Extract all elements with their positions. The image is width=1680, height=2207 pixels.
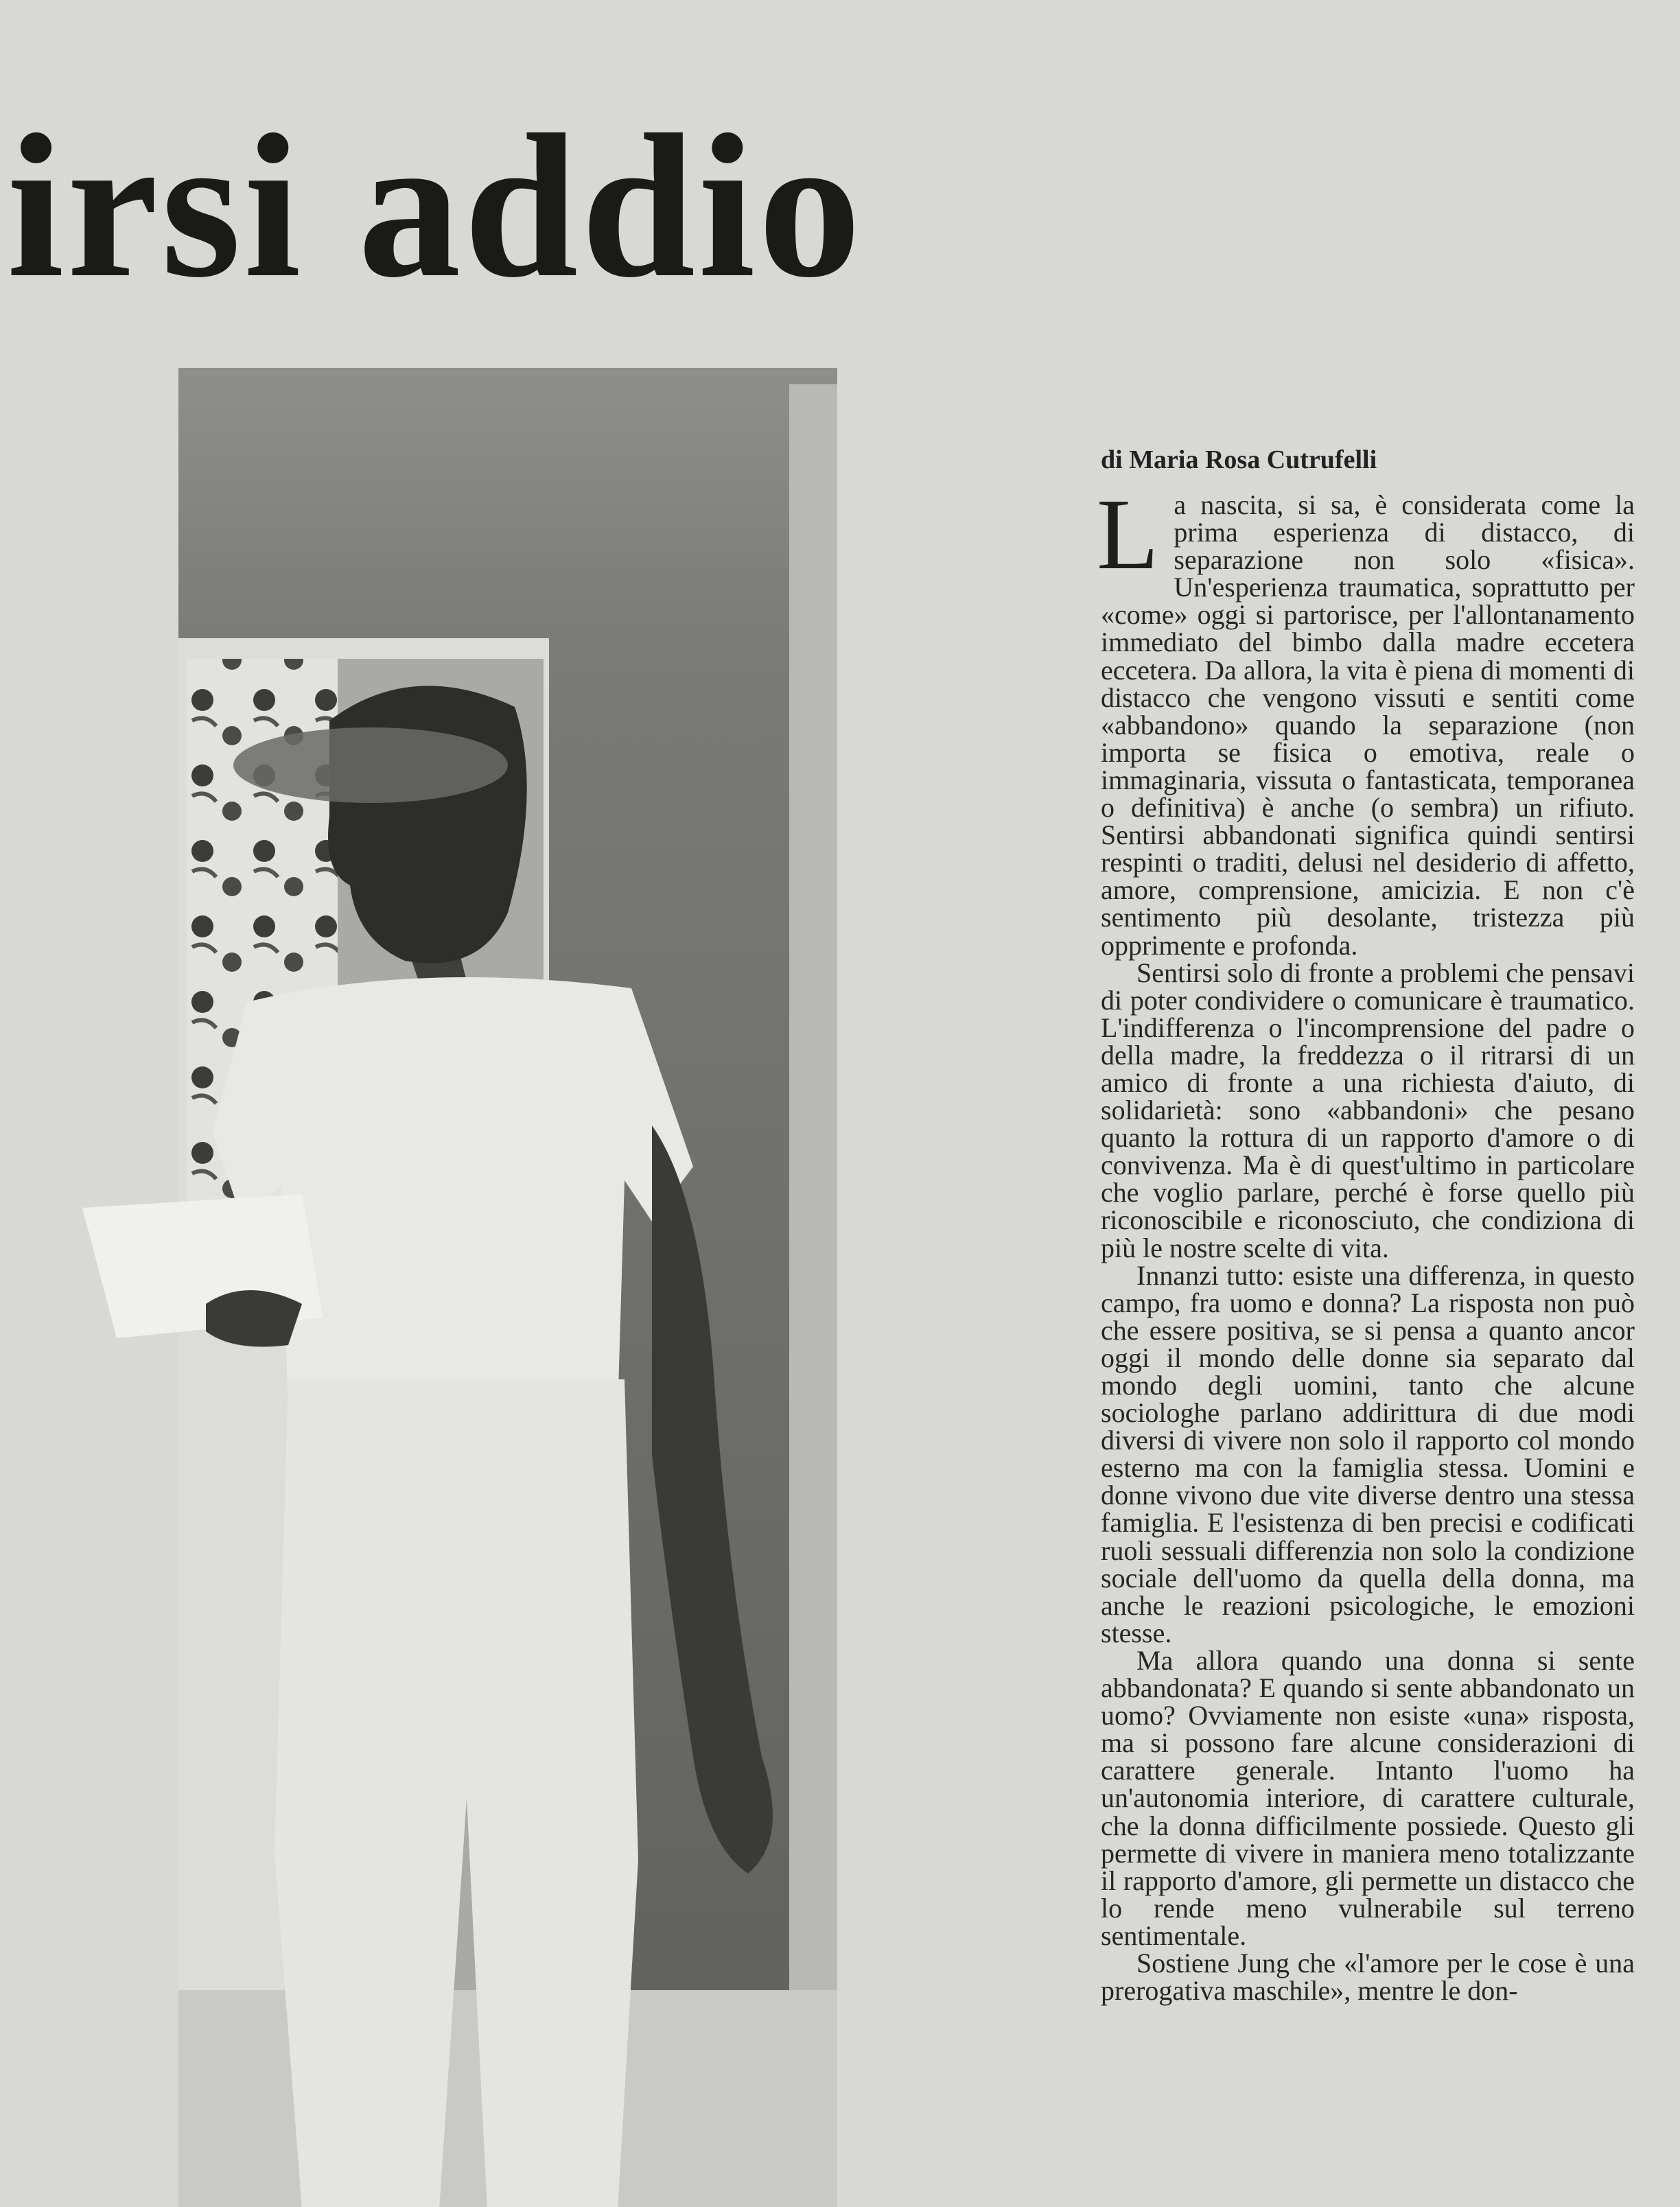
drop-cap: L [1097, 478, 1159, 591]
article-paragraph [1097, 478, 1635, 961]
byline: di Maria Rosa Cutrufelli [1101, 445, 1377, 474]
article-paragraph: Ma allora quando una donna si sente abbandonata? E quando si sente abbandonato un uomo? Ovviamente non esiste «una» risposta, ma si possono fare alcune considerazioni di carattere generale. Intanto l'uomo ha un'autonomia interiore, di carattere culturale, che la donna difficilmente possiede. Questo gli permette di vivere in maniera meno totalizzante il rapporto d'amore, gli permette un distacco che lo rende meno vulnerabile sul terreno sentimentale. [1101, 1644, 1635, 1951]
article-paragraph: Innanzi tutto: esiste una differenza, in questo campo, fra uomo e donna? La risposta non può che essere positiva, se si pensa a quanto ancor oggi il mondo delle donne sia separato dal mondo degli uomini, tanto che alcune sociologhe parlano addirittura di due modi diversi di vivere non solo il rapporto col mondo esterno ma con la famiglia stessa. Uomini e donne vivono due vite diverse dentro una stessa famiglia. E l'esistenza di ben precisi e codificati ruoli sessuali differenzia non solo la condizione sociale dell'uomo da quella della donna, ma anche le reazioni psicologiche, le emozioni stesse. [1101, 1259, 1635, 1648]
article-paragraph: Sentirsi solo di fronte a problemi che pensavi di poter condividere o comunicare è traumatico. L'indifferenza o l'incomprensione del padre o della madre, la freddezza o il ritrarsi di un amico di fronte a una richiesta d'aiuto, di solidarietà: sono «abbandoni» che pesano quanto la rottura di un rapporto d'amore o di convivenza. Ma è di quest'ultimo in particolare che voglio parlare, perché è forse quello più riconoscibile e riconosciuto, che condiziona di più le nostre scelte di vita. [1101, 957, 1635, 1263]
article-paragraph: Sostiene Jung che «l'amore per le cose è una prerogativa maschile», mentre le don- [1101, 1947, 1635, 2007]
headline: irsi addio [7, 92, 864, 320]
article-body [1097, 478, 1635, 2007]
paragraph-text: a nascita, si sa, è considerata come la prima esperienza di distacco, di separazione non solo «fisica». Un'esperienza traumatica, soprattutto per «come» oggi si partorisce, per l'allontanamento immediato del bimbo dalla madre eccetera eccetera. Da allora, la vita è piena di momenti di distacco che vengono vissuti e sentiti come «abbandono» quando la separazione (non importa se fisica o emotiva, reale o immaginaria, vissuta o fantasticata, temporanea o definitiva) è anche (o sembra) un rifiuto. Sentirsi abbandonati significa quindi sentirsi respinti o traditi, delusi nel desiderio di affetto, amore, comprensione, amicizia. E non c'è sentimento più desolante, tristezza più opprimente e profonda. [1101, 489, 1635, 961]
photo-wall-edge [789, 384, 837, 2207]
